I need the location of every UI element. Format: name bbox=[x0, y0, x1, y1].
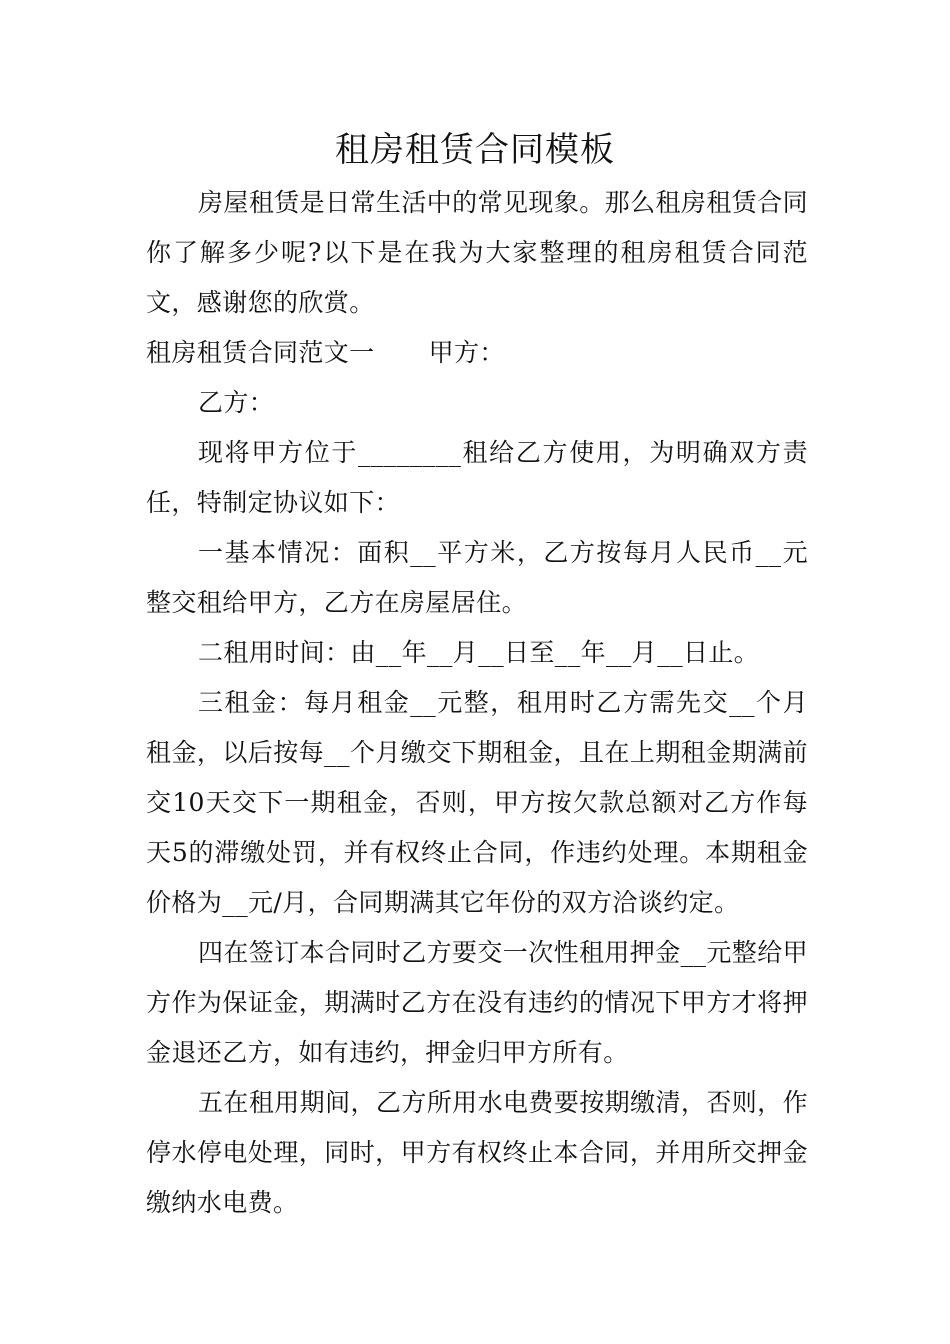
clause-1-paragraph: 一基本情况：面积__平方米，乙方按每月人民币__元整交租给甲方，乙方在房屋居住。 bbox=[146, 538, 808, 617]
clause-5-paragraph: 五在租用期间，乙方所用水电费要按期缴清，否则，作停水停电处理，同时，甲方有权终止本合同，并用所交押金缴纳水电费。 bbox=[146, 1088, 808, 1217]
preamble-paragraph: 现将甲方位于________租给乙方使用，为明确双方责任，特制定协议如下： bbox=[146, 438, 808, 517]
sample-heading: 租房租赁合同范文一 bbox=[146, 338, 375, 367]
clause-3-paragraph: 三租金：每月租金__元整，租用时乙方需先交__个月租金，以后按每__个月缴交下期租金，且在上期租金期满前交10天交下一期租金，否则，甲方按欠款总额对乙方作每天5的滞缴处罚，并有权终止合同，作违约处理。本期租金价格为__元/月，合同期满其它年份的双方洽谈约定。 bbox=[146, 688, 808, 917]
party-b-label: 乙方： bbox=[198, 388, 275, 417]
document-body bbox=[146, 178, 808, 1228]
document-title: 租房租赁合同模板 bbox=[335, 130, 615, 170]
party-a-label: 甲方： bbox=[428, 338, 505, 367]
clause-2-paragraph: 二租用时间：由__年__月__日至__年__月__日止。 bbox=[198, 638, 760, 667]
clause-4-paragraph: 四在签订本合同时乙方要交一次性租用押金__元整给甲方作为保证金，期满时乙方在没有违约的情况下甲方才将押金退还乙方，如有违约，押金归甲方所有。 bbox=[146, 938, 809, 1067]
sample-heading-line bbox=[146, 328, 808, 378]
intro-paragraph: 房屋租赁是日常生活中的常见现象。那么租房租赁合同你了解多少呢?以下是在我为大家整理的租房租赁合同范文，感谢您的欣赏。 bbox=[146, 188, 808, 317]
